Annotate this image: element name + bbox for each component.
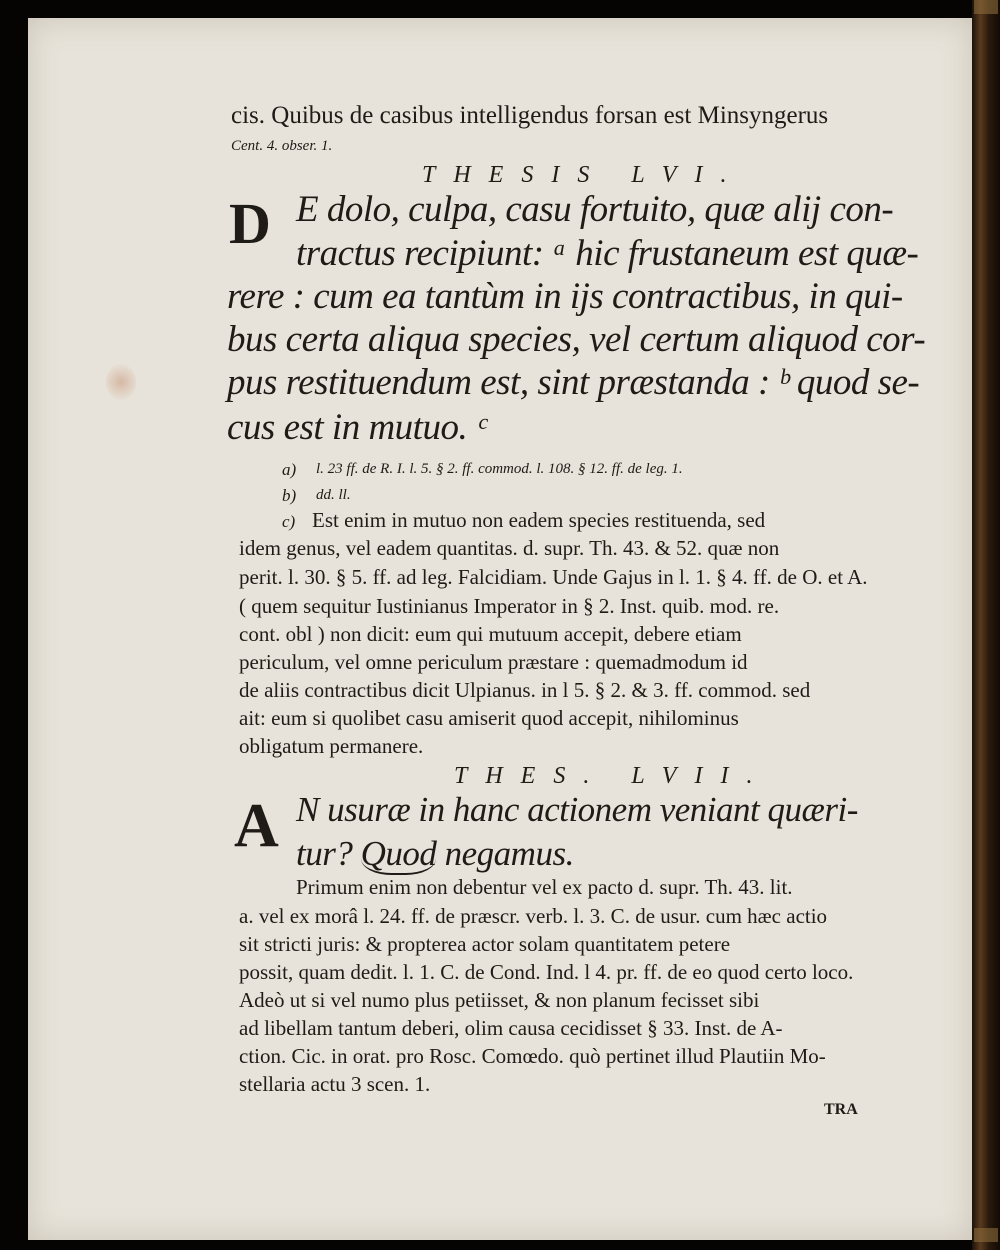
thesis-56-line-5: pus restituendum est, sint præstanda : ᵇ quod se- xyxy=(227,362,920,403)
footnote-c-label: c) xyxy=(282,512,296,531)
thesis-57-body-line-6: ad libellam tantum deberi, olim causa cecidisset § 33. Inst. de A- xyxy=(239,1016,783,1040)
footnote-c-line-2: idem genus, vel eadem quantitas. d. supr. Th. 43. & 52. quæ non xyxy=(239,536,780,560)
carryover-line-2: Cent. 4. obser. 1. xyxy=(231,138,333,154)
thesis-57-line-2-start: tur? xyxy=(296,834,361,873)
footnote-c-line-5: cont. obl ) non dicit: eum qui mutuum accepit, debere etiam xyxy=(239,622,742,646)
book-page xyxy=(28,18,972,1240)
thesis-56-drop-cap: D xyxy=(229,191,271,256)
thesis-57-body-line-8: stellaria actu 3 scen. 1. xyxy=(239,1072,431,1096)
foxing-stain xyxy=(106,364,136,400)
footnote-c-line-4: ( quem sequitur Iustinianus Imperator in § 2. Inst. quib. mod. re. xyxy=(239,594,780,618)
thesis-57-body-line-3: sit stricti juris: & propterea actor solam quantitatem petere xyxy=(239,932,731,956)
binding-band-top xyxy=(974,0,998,14)
footnote-a: l. 23 ff. de R. I. l. 5. § 2. ff. commod. l. 108. § 12. ff. de leg. 1. xyxy=(316,461,683,477)
underlined-word: Quod xyxy=(360,834,437,873)
thesis-56-heading: THESIS LVI. xyxy=(422,162,745,188)
footnote-c-line-1: Est enim in mutuo non eadem species restituenda, sed xyxy=(312,508,766,532)
catchword: TRA xyxy=(824,1101,858,1118)
thesis-57-line-2 xyxy=(296,834,574,874)
thesis-57-heading: THES. LVII. xyxy=(454,763,771,789)
footnote-c-line-3: perit. l. 30. § 5. ff. ad leg. Falcidiam. Unde Gajus in l. 1. § 4. ff. de O. et A. xyxy=(239,565,868,589)
thesis-57-body-line-5: Adeò ut si vel numo plus petiisset, & non planum fecisset sibi xyxy=(239,988,760,1012)
thesis-56-line-1: E dolo, culpa, casu fortuito, quæ alij con- xyxy=(296,189,894,230)
footnote-c-line-9: obligatum permanere. xyxy=(239,734,424,758)
thesis-56-line-4: bus certa aliqua species, vel certum aliquod cor- xyxy=(227,319,926,360)
footnote-c-line-6: periculum, vel omne periculum præstare : quemadmodum id xyxy=(239,650,748,674)
footnote-a-label: a) xyxy=(282,460,297,479)
binding-band-bottom xyxy=(974,1228,998,1242)
thesis-56-line-3: rere : cum ea tantùm in ijs contractibus, in qui- xyxy=(227,276,903,317)
thesis-56-line-2: tractus recipiunt: ᵃ hic frustaneum est quæ- xyxy=(296,233,919,274)
thesis-57-drop-cap: A xyxy=(234,792,279,860)
book-binding-edge xyxy=(972,0,1000,1250)
footnote-b: dd. ll. xyxy=(316,487,351,503)
thesis-57-line-2-end: negamus. xyxy=(436,834,574,873)
thesis-56-line-6: cus est in mutuo. ᶜ xyxy=(227,407,486,448)
thesis-57-body-line-1: Primum enim non debentur vel ex pacto d. supr. Th. 43. lit. xyxy=(296,875,793,899)
thesis-57-body-line-7: ction. Cic. in orat. pro Rosc. Comœdo. quò pertinet illud Plautiin Mo- xyxy=(239,1044,826,1068)
thesis-57-body-line-4: possit, quam dedit. l. 1. C. de Cond. Ind. l 4. pr. ff. de eo quod certo loco. xyxy=(239,960,854,984)
footnote-b-label: b) xyxy=(282,486,297,505)
carryover-line-1: cis. Quibus de casibus intelligendus forsan est Minsyngerus xyxy=(231,102,829,129)
thesis-57-line-1: N usuræ in hanc actionem veniant quæri- xyxy=(296,790,858,829)
footnote-c-line-7: de aliis contractibus dicit Ulpianus. in l 5. § 2. & 3. ff. commod. sed xyxy=(239,678,811,702)
footnote-c-line-8: ait: eum si quolibet casu amiserit quod accepit, nihilominus xyxy=(239,706,739,730)
thesis-57-body-line-2: a. vel ex morâ l. 24. ff. de præscr. verb. l. 3. C. de usur. cum hæc actio xyxy=(239,904,828,928)
